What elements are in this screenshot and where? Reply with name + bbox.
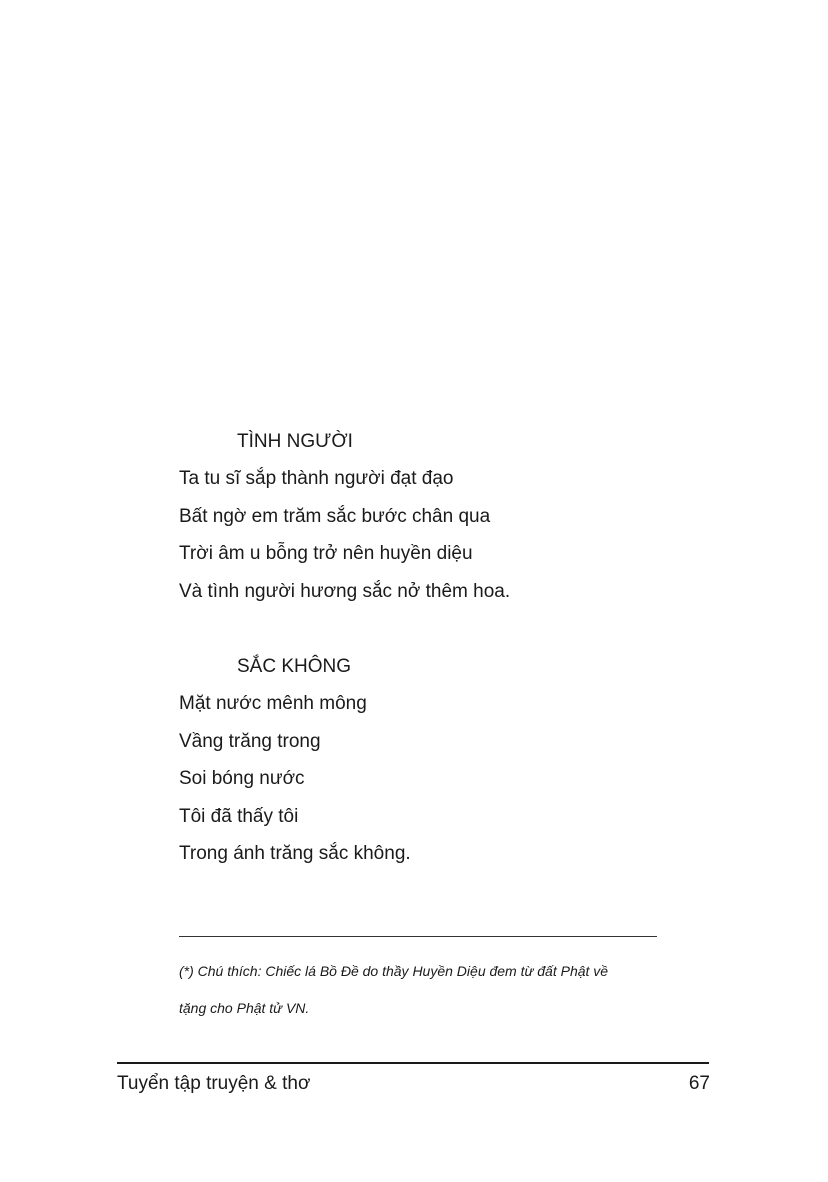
poem-line: Trời âm u bỗng trở nên huyền diệu: [179, 543, 473, 564]
poem-line: Bất ngờ em trăm sắc bước chân qua: [179, 505, 491, 527]
footnote-text: (*) Chú thích: Chiếc lá Bồ Đề do thầy Huyền Diệu đem từ đất Phật về: [179, 963, 609, 979]
footnote-divider: [179, 936, 657, 937]
poem-sac-khong: [179, 655, 699, 880]
footer-divider: [117, 1062, 709, 1064]
poem-line: Mặt nước mênh mông: [179, 693, 367, 714]
poem-line: Và tình người hương sắc nở thêm hoa.: [179, 580, 511, 602]
poem-line: Soi bóng nước: [179, 768, 305, 789]
poem-line: Trong ánh trăng sắc không.: [179, 843, 411, 864]
footnote-text-continued: tặng cho Phật tử VN.: [179, 1000, 310, 1016]
poem-line: Vầng trăng trong: [179, 730, 321, 752]
running-footer-title: Tuyển tập truyện & thơ: [117, 1073, 311, 1094]
poem-title: SẮC KHÔNG: [237, 656, 352, 677]
poem-line: Ta tu sĩ sắp thành người đạt đạo: [179, 468, 454, 489]
page-number: 67: [688, 1073, 710, 1094]
poem-line: Tôi đã thấy tôi: [179, 805, 299, 827]
poem-title: TÌNH NGƯỜI: [237, 431, 353, 452]
poem-tinh-nguoi: [179, 430, 699, 617]
